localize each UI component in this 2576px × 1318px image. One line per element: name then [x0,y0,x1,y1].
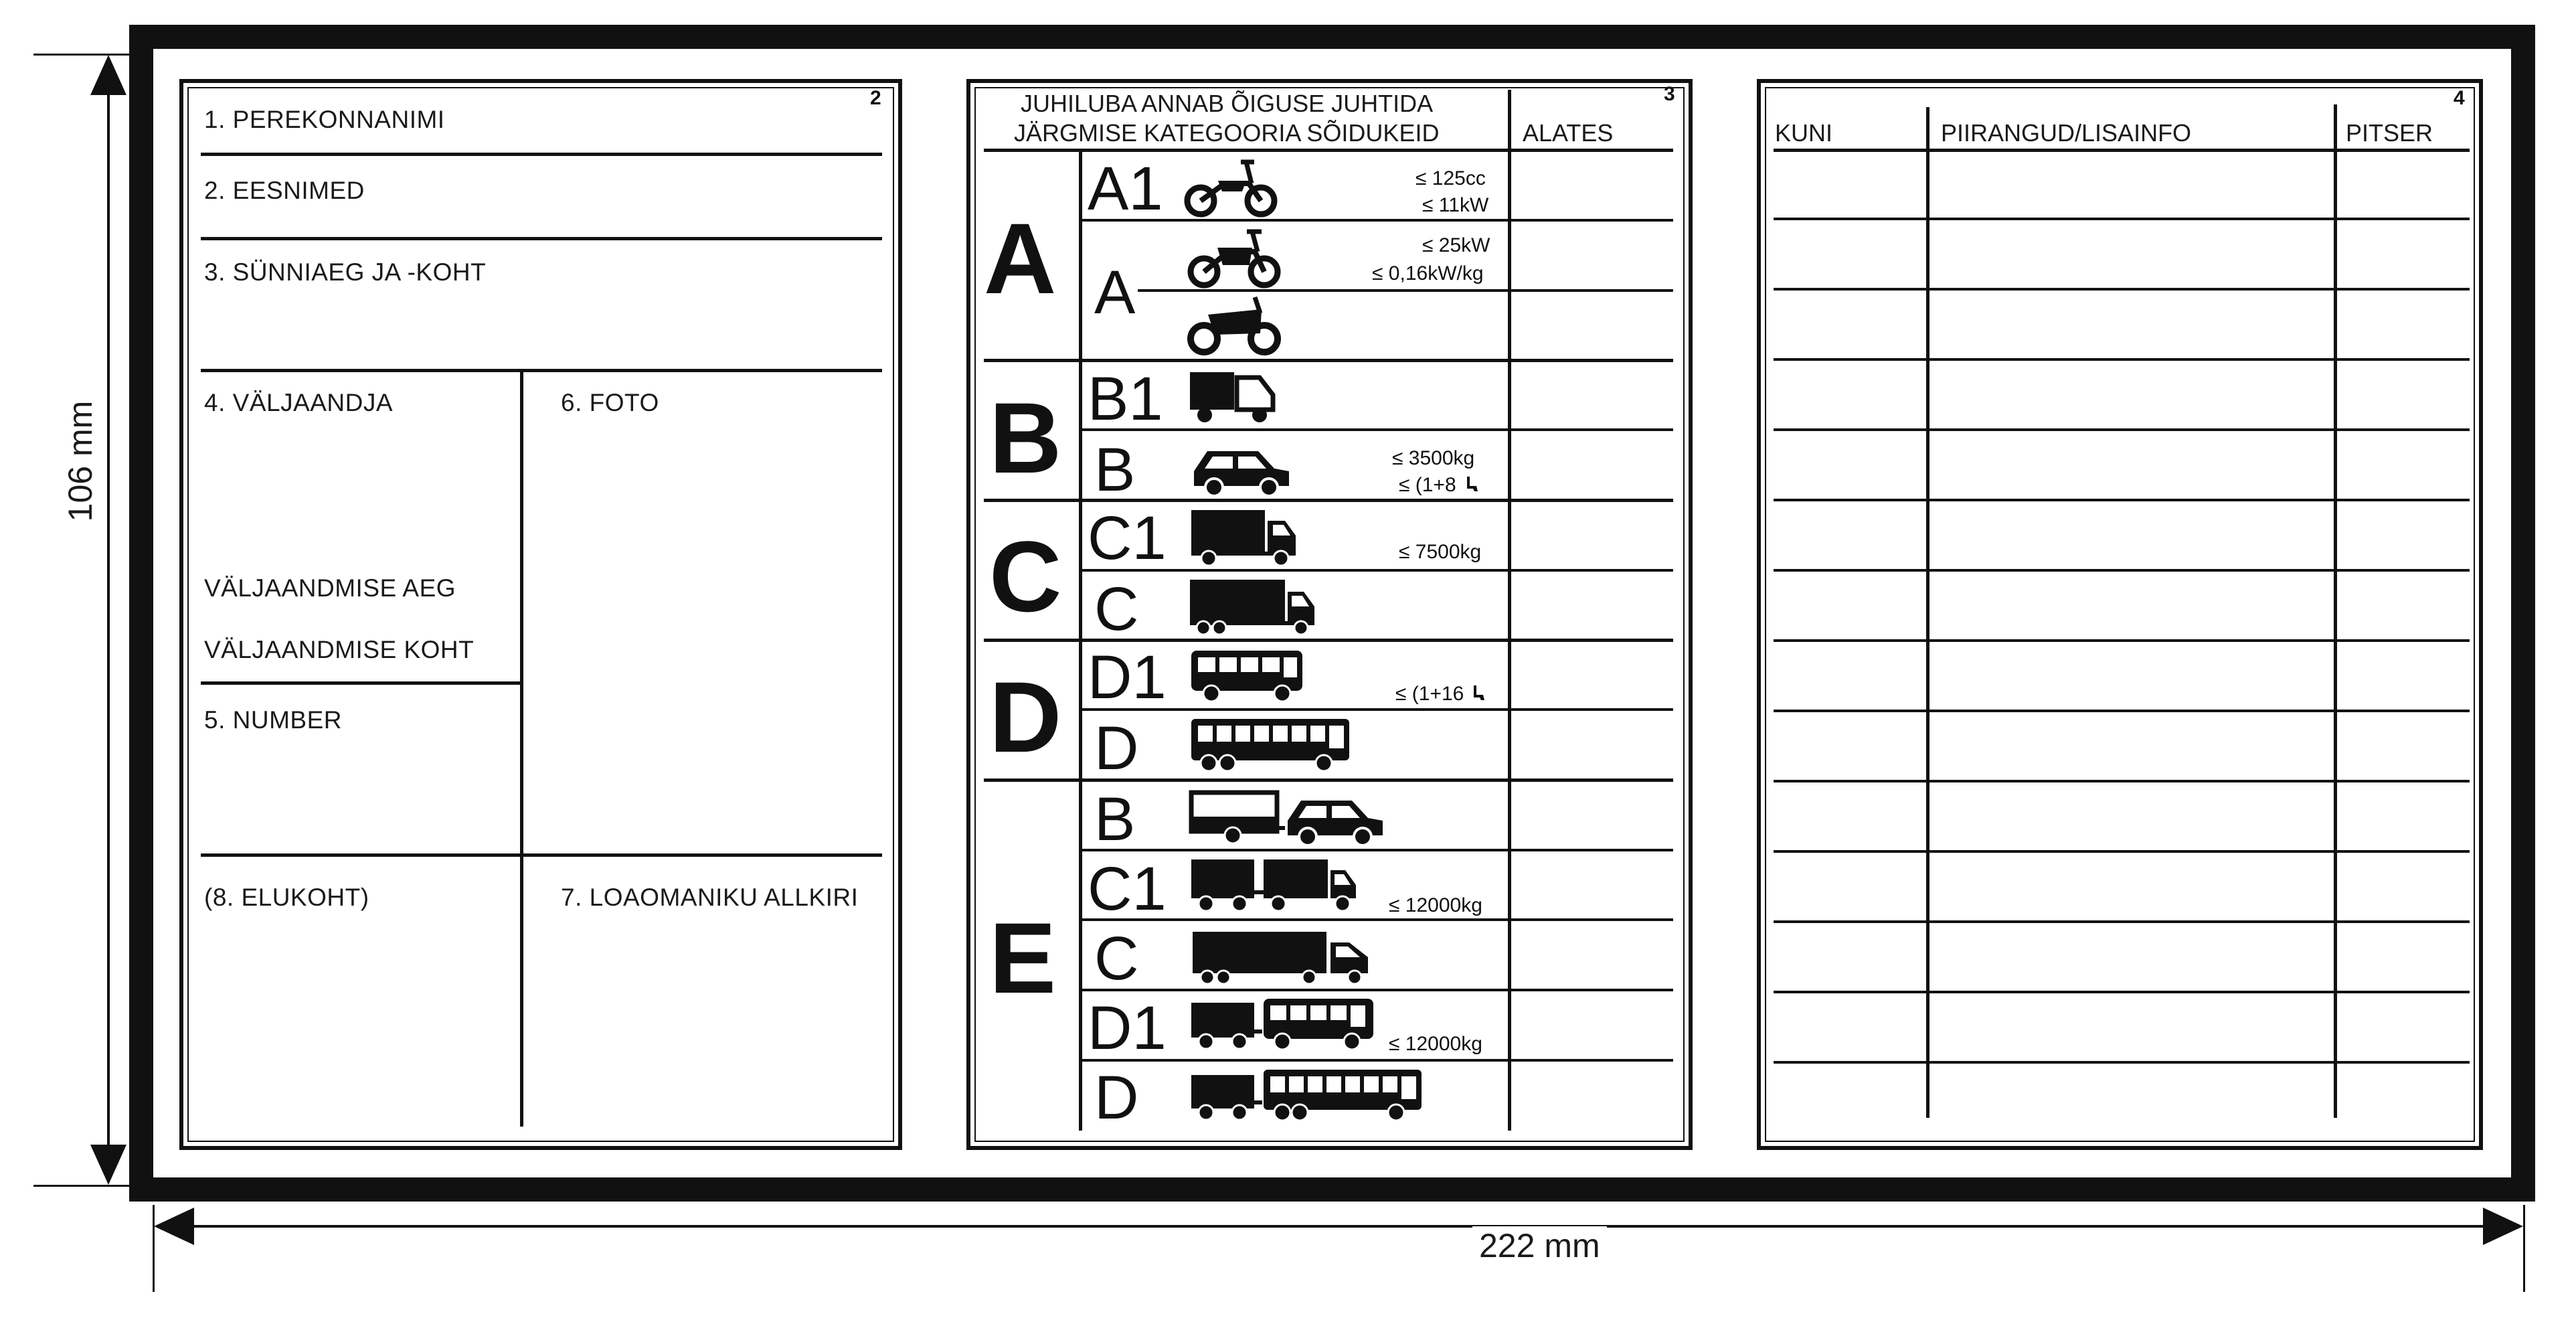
number-label: 5. NUMBER [204,706,342,734]
trailer-icon [1191,790,1285,847]
note-c1e-kg: ≤ 12000kg [1389,894,1482,916]
alates-header: ALATES [1523,119,1614,147]
column-kuni: KUNI [1775,119,1833,147]
minibus-icon [1191,648,1305,705]
page-number: 2 [870,87,881,109]
birth-label: 3. SÜNNIAEG JA -KOHT [204,258,487,286]
category-code-d: D [1094,714,1139,782]
width-label: 222 mm [1472,1226,1607,1265]
category-code-de: D [1094,1064,1139,1132]
issuer-label: 4. VÄLJAANDJA [204,389,394,416]
category-code-c1: C1 [1088,504,1167,572]
category-code-c1e: C1 [1088,855,1167,923]
note-c1-kg: ≤ 7500kg [1399,541,1482,563]
surname-label: 1. PEREKONNANIMI [204,106,445,133]
arrow-down-icon [90,1145,126,1185]
group-letter-b: B [989,382,1062,494]
group-letter-a: A [984,202,1057,315]
motorcycle-icon [1188,228,1282,288]
height-label: 106 mm [62,400,99,522]
arrow-left-icon [154,1208,194,1245]
category-code-b: B [1094,436,1136,504]
note-a-kw: ≤ 25kW [1422,234,1490,256]
first-names-label: 2. EESNIMED [204,177,365,204]
arrow-right-icon [2483,1208,2523,1245]
category-code-b1: B1 [1088,365,1163,433]
category-code-d1: D1 [1088,643,1167,712]
car-icon [1285,794,1385,847]
category-code-c: C [1094,575,1139,643]
note-b-seats: ≤ (1+8 [1399,474,1456,496]
column-restrictions: PIIRANGUD/LISAINFO [1941,119,2192,147]
categories-header-line1: JUHILUBA ANNAB ÕIGUSE JUHTIDA [1021,90,1434,117]
seat-icon [1471,684,1486,702]
issue-place-label: VÄLJAANDMISE KOHT [204,636,475,663]
category-code-be: B [1094,785,1136,853]
car-icon [1191,444,1292,498]
bus-icon [1191,716,1352,776]
category-code-ce: C [1094,924,1139,993]
moped-icon [1185,157,1278,217]
page-number: 4 [2454,87,2465,109]
note-a-kwkg: ≤ 0,16kW/kg [1372,262,1484,284]
arrow-up-icon [90,55,126,95]
category-code-a: A [1094,258,1136,327]
truck-icon [1191,507,1298,568]
note-b-kg: ≤ 3500kg [1392,447,1475,469]
note-a1-kw: ≤ 11kW [1422,194,1489,216]
photo-label: 6. FOTO [561,389,659,416]
truck-trailer-icon [1191,857,1359,917]
seat-icon [1464,475,1479,493]
issue-date-label: VÄLJAANDMISE AEG [204,574,456,602]
note-d1-seats: ≤ (1+16 [1395,683,1464,705]
page-number: 3 [1664,83,1675,105]
semi-truck-icon [1193,929,1373,989]
signature-label: 7. LOAOMANIKU ALLKIRI [561,884,859,911]
column-pitser: PITSER [2346,119,2433,147]
group-letter-e: E [989,902,1057,1014]
heavy-truck-icon [1190,577,1317,637]
group-letter-d: D [989,661,1062,773]
group-letter-c: C [989,520,1062,633]
minibus-trailer-icon [1191,996,1379,1056]
residence-label: (8. ELUKOHT) [204,884,369,911]
category-code-d1e: D1 [1088,994,1167,1062]
category-code-a1: A1 [1088,155,1163,223]
heavy-motorcycle-icon [1188,295,1282,355]
categories-header-line2: JÄRGMISE KATEGOORIA SÕIDUKEID [1014,119,1440,147]
note-d1e-kg: ≤ 12000kg [1389,1033,1482,1055]
note-a1-cc: ≤ 125cc [1415,167,1486,189]
small-truck-icon [1190,368,1277,425]
bus-trailer-icon [1191,1067,1426,1127]
